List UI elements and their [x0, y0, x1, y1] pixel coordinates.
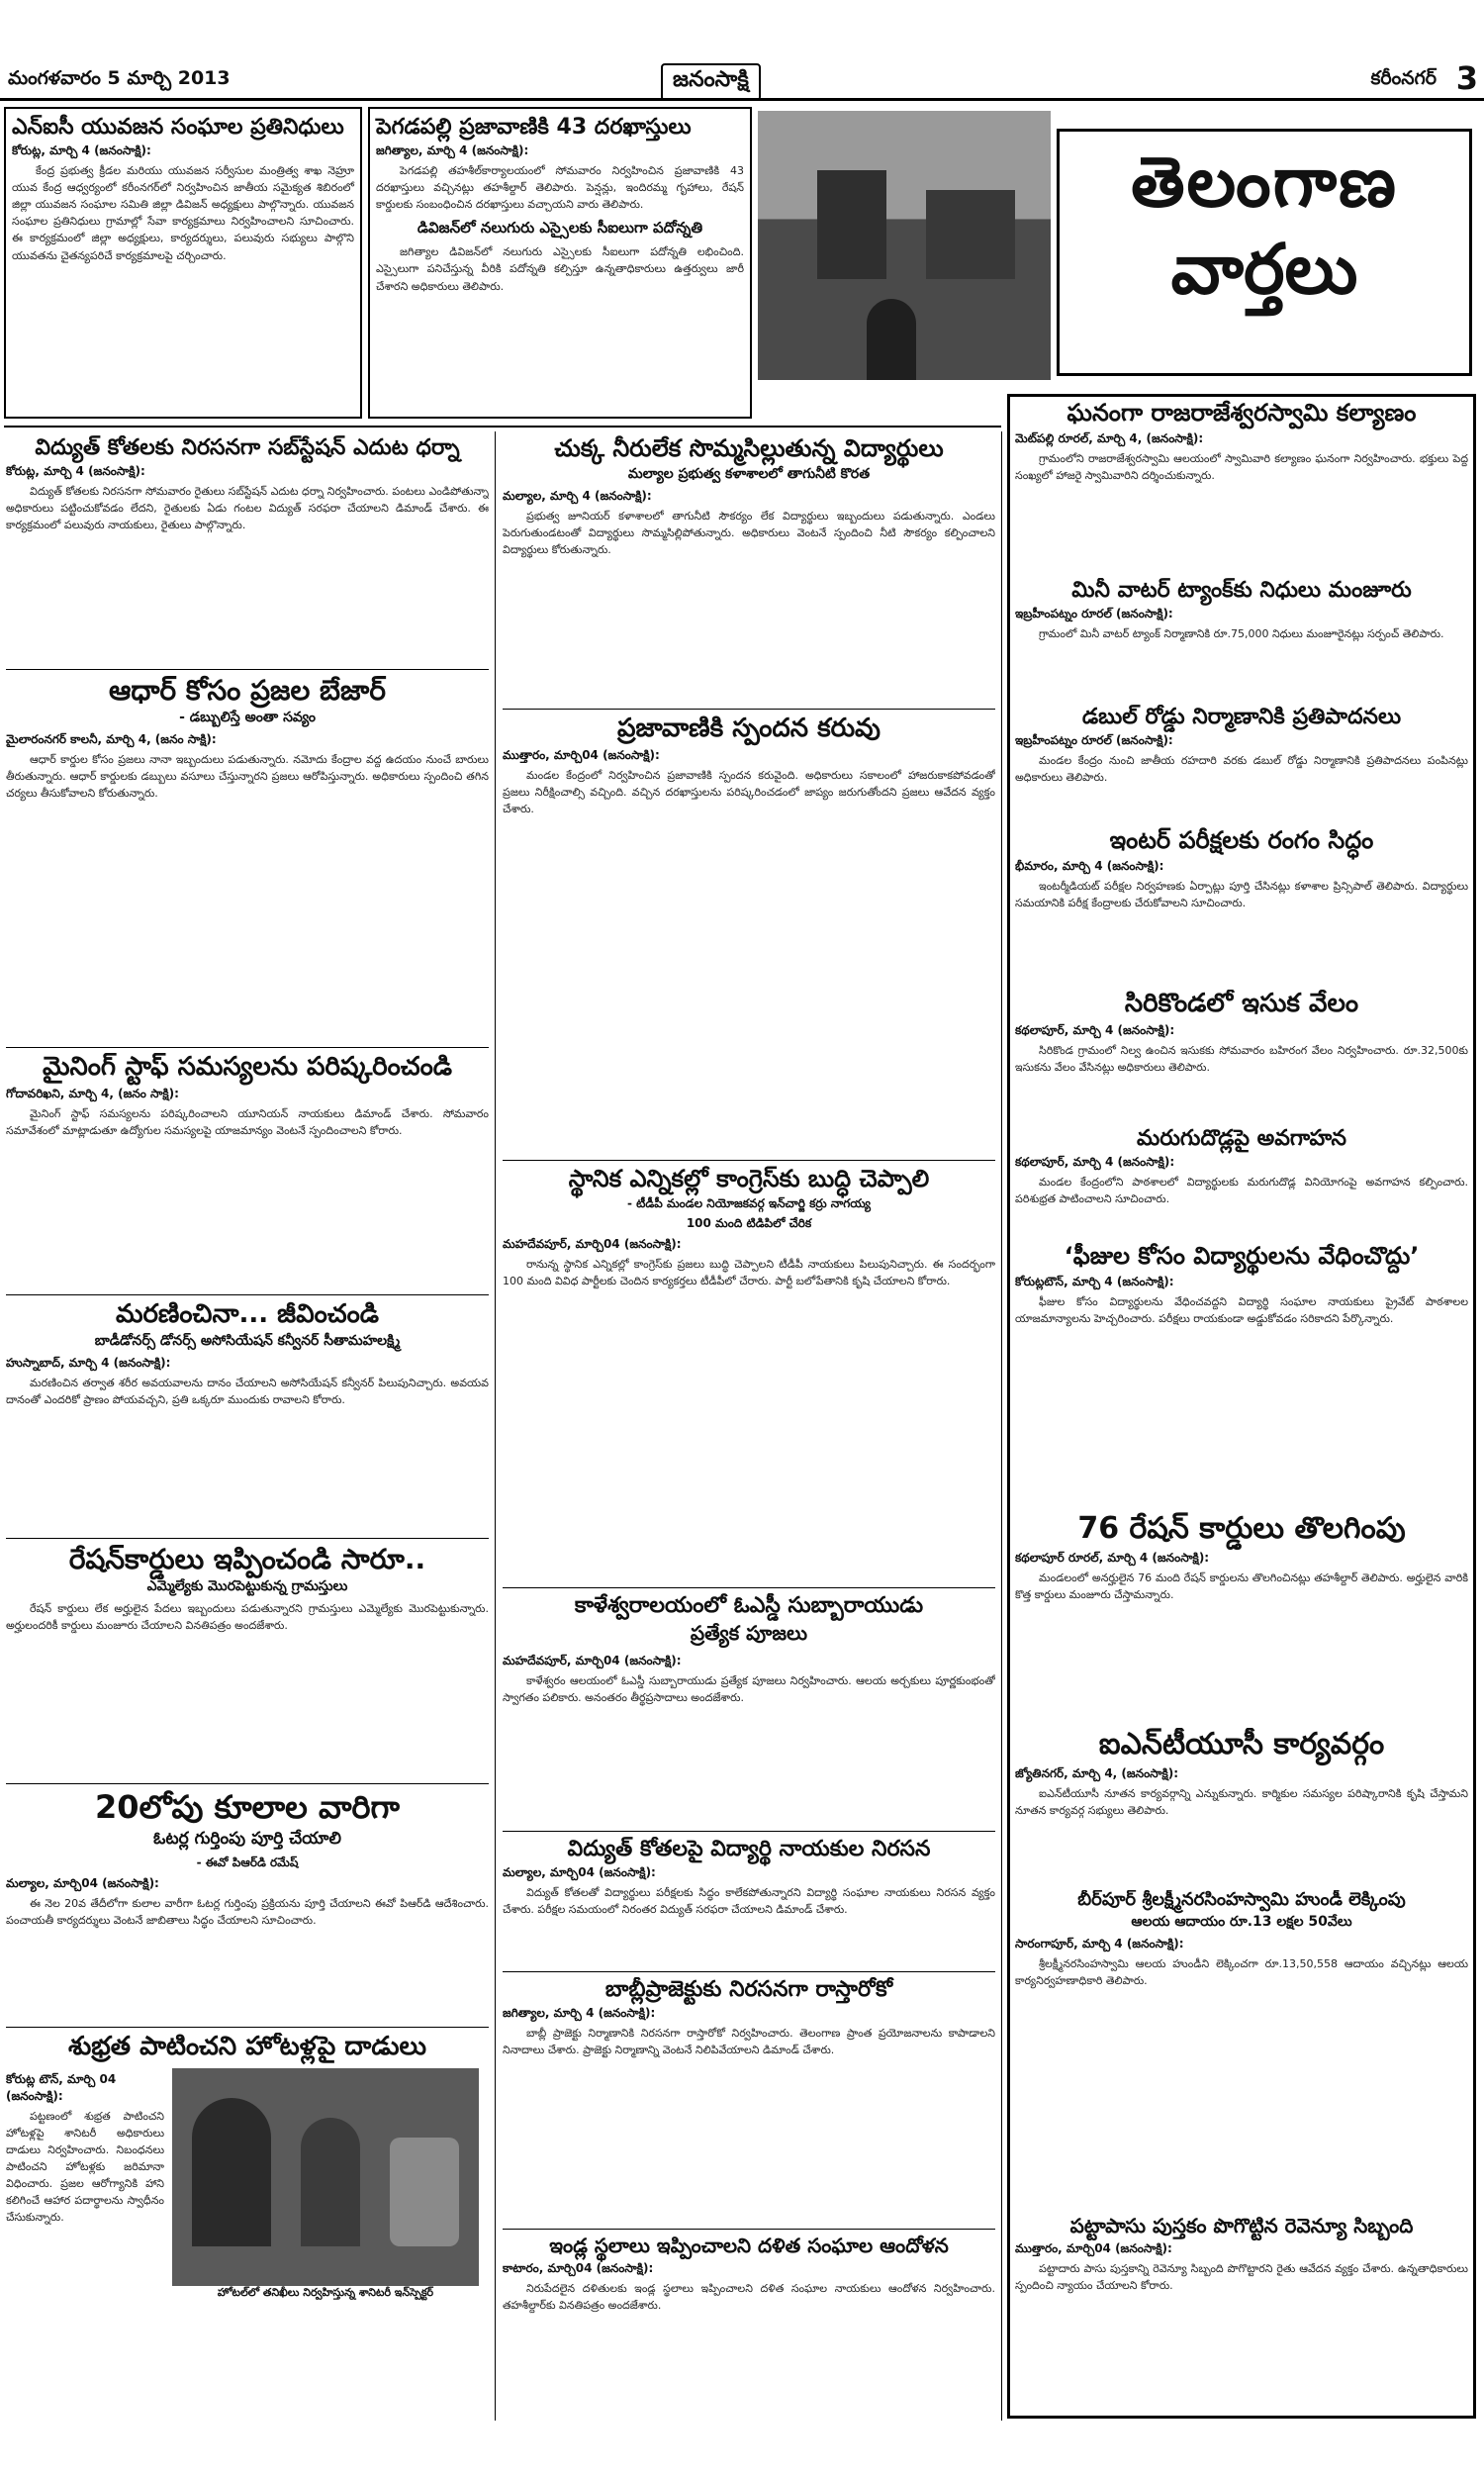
masthead — [0, 59, 1484, 101]
byline: ఇబ్రహీంపట్నం రూరల్ (జనంసాక్షి): — [1015, 607, 1173, 621]
section-banner — [1057, 129, 1472, 376]
divider — [6, 669, 489, 670]
body-text: ప్రభుత్వ జూనియర్ కళాశాలలో తాగునీటి సౌకర్యం లేక విద్యార్థులు ఇబ్బందులు పడుతున్నారు. ఎండలు పెరుగుతుండటంతో విద్యార్థులు సొమ్మసిల్లిపోతున్నారు. అధికారులు వెంటనే స్పందించి నీటి సౌకర్యం కల్పించాలని విద్యార్థులు కోరుతున్నారు. — [503, 509, 995, 556]
headline: మినీ వాటర్ ట్యాంక్‌కు నిధులు మంజూరు — [1071, 578, 1412, 603]
byline: కథలాపూర్, మార్చి 4 (జనంసాక్షి): — [1015, 1022, 1175, 1037]
divider — [6, 1538, 489, 1539]
headline: ఘనంగా రాజరాజేశ్వరస్వామి కల్యాణం — [1067, 400, 1417, 427]
byline: ఇబ్రహీంపట్నం రూరల్ (జనంసాక్షి): — [1015, 733, 1173, 748]
headline: ‘ఫీజుల కోసం విద్యార్థులను వేధించొద్దు’ — [1064, 1243, 1420, 1270]
headline: రేషన్‌కార్డులు ఇప్పించండి సారూ.. — [68, 1544, 426, 1575]
byline: కథలాపూర్, మార్చి 4 (జనంసాక్షి): — [1015, 1155, 1175, 1170]
headline: మరుగుదొడ్లపై అవగాహన — [1137, 1126, 1346, 1151]
article-prajavani-response — [503, 714, 995, 1154]
byline: గోదావరిఖని, మార్చి 4, (జనం సాక్షి): — [6, 1086, 179, 1100]
body-text: ఐఎన్‌టీయూసీ నూతన కార్యవర్గాన్ని ఎన్నుకున్నారు. కార్మికుల సమస్యల పరిష్కారానికి కృషి చేస్తామని నూతన కార్యవర్గ సభ్యులు తెలిపారు. — [1015, 1786, 1468, 1817]
issue-date: మంగళవారం 5 మార్చి 2013 — [8, 67, 231, 89]
hotel-inspection-photo — [172, 2068, 479, 2286]
column-divider — [495, 431, 496, 2421]
divider — [503, 1160, 995, 1161]
body-text: పెగడపల్లి తహశీల్‌కార్యాలయంలో సోమవారం నిర్వహించిన ప్రజావాణికి 43 దరఖాస్తులు వచ్చినట్లు తహశీల్దార్ తెలిపారు. పెన్షన్లు, ఇందిరమ్మ గృహాలు, రేషన్ కార్డులకు సంబంధించిన దరఖాస్తులు వచ్చాయని వారు తెలిపారు. — [376, 164, 744, 212]
body-text: ఇంటర్మీడియట్ పరీక్షల నిర్వహణకు ఏర్పాట్లు పూర్తి చేసినట్లు కళాశాల ప్రిన్సిపాల్ తెలిపారు. విద్యార్థులు సమయానికి పరీక్ష కేంద్రాలకు చేరుకోవాలని సూచించారు. — [1015, 879, 1468, 909]
article-babli-rastaroko — [503, 1977, 995, 2223]
byline: జగిత్యాల, మార్చి 4 (జనంసాక్షి): — [376, 143, 529, 158]
body-text: ఆధార్ కార్డుల కోసం ప్రజలు నానా ఇబ్బందులు పడుతున్నారు. నమోదు కేంద్రాల వద్ద ఉదయం నుంచే బారులు తీరుతున్నారు. ఆధార్ కార్డులకు డబ్బులు వసూలు చేస్తున్నారని ప్రజలు ఆరోపిస్తున్నారు. అధికారులు స్పందించి తగిన చర్యలు తీసుకోవాలని కోరుతున్నారు. — [6, 753, 489, 801]
headline: శుభ్రత పాటించని హోటళ్లపై దాడులు — [68, 2033, 426, 2061]
headline: ఐఎన్‌టీయూసీ కార్యవర్గం — [1098, 1728, 1385, 1761]
subheadline: - డబ్బులిస్తే అంతా సవ్యం — [179, 710, 316, 726]
article-kalyanam — [1015, 400, 1468, 574]
body-text: గ్రామంలో మినీ వాటర్ ట్యాంక్ నిర్మాణానికి రూ.75,000 నిధులు మంజూరైనట్లు సర్పంచ్ తెలిపారు. — [1039, 627, 1444, 641]
divider — [503, 1971, 995, 1972]
body-text: గ్రామంలోని రాజరాజేశ్వరస్వామి ఆలయంలో స్వామివారి కల్యాణం ఘనంగా నిర్వహించారు. భక్తులు పెద్ద సంఖ్యలో హాజరై స్వామివారిని దర్శించుకున్నారు. — [1015, 451, 1468, 482]
byline: సారంగాపూర్, మార్చి 4 (జనంసాక్షి): — [1015, 1936, 1184, 1951]
body-text: విద్యుత్ కోతలకు నిరసనగా సోమవారం రైతులు సబ్‌స్టేషన్ ఎదుట ధర్నా నిర్వహించారు. పంటలు ఎండిపోతున్నా అధికారులు పట్టించుకోవడం లేదని, రైతులకు ఏడు గంటల విద్యుత్ సరఫరా చేయాలని డిమాండ్ చేశారు. ఈ కార్యక్రమంలో పలువురు నాయకులు, రైతులు పాల్గొన్నారు. — [6, 485, 489, 532]
byline: కోరుట్ల, మార్చి 4 (జనంసాక్షి): — [12, 143, 151, 158]
byline: మహదేవపూర్, మార్చి04 (జనంసాక్షి): — [503, 1236, 682, 1251]
body-text: రేషన్ కార్డులు లేక అర్హులైన పేదలు ఇబ్బందులు పడుతున్నారని గ్రామస్తులు ఎమ్మెల్యేకు మొరపెట్టుకున్నారు. అర్హులందరికీ కార్డులు మంజూరు చేయాలని వినతిపత్రం అందజేశారు. — [6, 1602, 489, 1633]
body-text: శ్రీలక్ష్మీనరసింహస్వామి ఆలయ హుండీని లెక్కించగా రూ.13,50,558 ఆదాయం వచ్చినట్లు ఆలయ కార్యనిర్వహణాధికారి తెలిపారు. — [1015, 1956, 1468, 1987]
article-power-dharna — [6, 435, 489, 663]
divider — [6, 1783, 489, 1784]
headline: చుక్క నీరులేక సొమ్మసిల్లుతున్న విద్యార్థులు — [554, 435, 944, 462]
body-text: నిరుపేదలైన దళితులకు ఇండ్ల స్థలాలు ఇప్పించాలని దళిత సంఘాల నాయకులు ఆందోళన నిర్వహించారు. తహశీల్దార్‌కు వినతిపత్రం అందజేశారు. — [503, 2282, 995, 2313]
article-nic-youth — [4, 107, 362, 419]
photo-fort-tower — [926, 190, 1015, 279]
byline: ముత్తారం, మార్చి04 (జనంసాక్షి): — [503, 747, 660, 762]
divider — [503, 1587, 995, 1588]
headline: ప్రజావాణికి స్పందన కరువు — [616, 714, 881, 743]
article-inter-exams — [1015, 827, 1468, 986]
divider — [6, 1294, 489, 1295]
divider — [503, 709, 995, 710]
article-double-road — [1015, 705, 1468, 823]
photo-caption: హోటల్‌లో తనిఖీలు నిర్వహిస్తున్న శానిటరీ ఇన్‌స్పెక్టర్ — [172, 2286, 479, 2302]
body-text: విద్యుత్ కోతలతో విద్యార్థులు పరీక్షలకు సిద్ధం కాలేకపోతున్నారని విద్యార్థి సంఘాల నాయకులు నిరసన వ్యక్తం చేశారు. పరీక్షల సమయంలో నిరంతర విద్యుత్ సరఫరా చేయాలని డిమాండ్ చేశారు. — [503, 1886, 995, 1917]
article-aadhar — [6, 675, 489, 1041]
divider — [503, 2229, 995, 2230]
article-ration-cards-removed — [1015, 1512, 1468, 1724]
subheadline: ప్రత్యేక పూజలు — [690, 1621, 808, 1646]
byline: మల్యాల, మార్చి04 (జనంసాక్షి): — [503, 1865, 656, 1880]
subheadline-attribution: - ఈవో పిఆర్‌డి రమేష్ — [196, 1855, 299, 1869]
subheadline: ఆలయ ఆదాయం రూ.13 లక్షల 50వేలు — [1131, 1913, 1352, 1930]
subheadline: బాడీడోనర్స్ డోనర్స్ అసోసియేషన్ కన్వీనర్ సీతామహలక్ష్మి — [94, 1332, 401, 1349]
article-pattadar-passbook — [1015, 2215, 1468, 2413]
headline: డబుల్ రోడ్డు నిర్మాణానికి ప్రతిపాదనలు — [1081, 705, 1402, 729]
headline: 76 రేషన్ కార్డులు తొలగింపు — [1077, 1512, 1406, 1546]
article-drinking-water — [503, 435, 995, 703]
byline: మల్యాల, మార్చి04 (జనంసాక్షి): — [6, 1875, 159, 1890]
body-text: సిరికొండ గ్రామంలో నిల్వ ఉంచిన ఇసుకకు సోమవారం బహిరంగ వేలం నిర్వహించారు. రూ.32,500కు ఇసుకను వేలం వేసినట్లు అధికారులు తెలిపారు. — [1015, 1043, 1468, 1074]
headline: ఇంటర్ పరీక్షలకు రంగం సిద్ధం — [1109, 827, 1374, 854]
article-voter-identification — [6, 1789, 489, 2021]
headline: విద్యుత్ కోతలకు నిరసనగా సబ్‌స్టేషన్ ఎదుట ధర్నా — [35, 435, 460, 460]
subheadline: ఎమ్మెల్యేకు మొరపెట్టుకున్న గ్రామస్తులు — [146, 1578, 348, 1595]
body-text: కాళేశ్వరం ఆలయంలో ఓఎస్డీ సుబ్బారాయుడు ప్రత్యేక పూజలు నిర్వహించారు. ఆలయ అర్చకులు పూర్ణకుంభంతో స్వాగతం పలికారు. అనంతరం తీర్థప్రసాదాలు అందజేశారు. — [503, 1674, 995, 1705]
headline: విద్యుత్ కోతలపై విద్యార్థి నాయకుల నిరసన — [567, 1837, 931, 1861]
headline: కాళేశ్వరాలయంలో ఓఎస్డీ సుబ్బారాయుడు — [574, 1593, 924, 1618]
byline: మహదేవపూర్, మార్చి04 (జనంసాక్షి): — [503, 1654, 682, 1668]
article-organ-donation — [6, 1300, 489, 1532]
headline: పట్టాపాసు పుస్తకం పొగొట్టిన రెవెన్యూ సిబ్బంది — [1069, 2215, 1414, 2237]
byline: కోరుట్ల టౌన్, మార్చి 04 (జనంసాక్షి): — [6, 2071, 117, 2103]
headline: సిరికొండలో ఇసుక వేలం — [1124, 990, 1359, 1018]
fort-photo — [758, 111, 1051, 380]
article-mini-water-tank — [1015, 578, 1468, 701]
body-text: జగిత్యాల డివిజన్‌లో నలుగురు ఎస్సైలకు సీఐలుగా పదోన్నతి లభించింది. ఎస్సైలుగా పనిచేస్తున్న వీరికి పదోన్నతి కల్పిస్తూ ఉన్నతాధికారులు ఉత్తర్వులు జారీ చేశారని అధికారులు తెలిపారు. — [376, 245, 744, 293]
byline: మైలారంనగర్ కాలనీ, మార్చి 4, (జనం సాక్షి): — [6, 732, 217, 747]
body-text: పట్టణంలో శుభ్రత పాటించని హోటళ్లపై శానిటరీ అధికారులు దాడులు నిర్వహించారు. నిబంధనలు పాటించని హోటళ్లకు జరిమానా విధించారు. ప్రజల ఆరోగ్యానికి హాని కలిగించే ఆహార పదార్థాలను స్వాధీనం చేసుకున్నారు. — [6, 2109, 164, 2225]
article-local-elections — [503, 1166, 995, 1581]
byline: కోరుట్లటౌన్, మార్చి 4 (జనంసాక్షి): — [1015, 1274, 1174, 1288]
column-divider — [1001, 431, 1002, 2421]
body-text: కేంద్ర ప్రభుత్వ క్రీడల మరియు యువజన సర్వీసుల మంత్రిత్వ శాఖ నెహ్రూ యువ కేంద్ర ఆధ్వర్యంలో కరీంనగర్‌లో నిర్వహించిన జాతీయ సమైక్యత శిబిరంలో జిల్లా యువజన సంఘాల సమితి జిల్లా డివిజన్ అధ్యక్షులు పాల్గొన్నారు. యువజన సంఘాల ప్రతినిధులు గ్రామాల్లో సేవా కార్యక్రమాలు నిర్వహించాలని సూచించారు. ఈ కార్యక్రమంలో జిల్లా అధ్యక్షులు, కార్యదర్శులు, పలువురు సభ్యులు పాల్గొని యువతను చైతన్యపరిచే కార్యక్రమాలపై చర్చించారు. — [12, 164, 354, 262]
headline: మైనింగ్ స్టాఫ్ సమస్యలను పరిష్కరించండి — [42, 1053, 453, 1082]
photo-fort-tower — [817, 170, 886, 279]
article-mining-staff — [6, 1053, 489, 1288]
byline: కాటారం, మార్చి04 (జనంసాక్షి): — [503, 2261, 654, 2275]
article-toilet-awareness — [1015, 1126, 1468, 1239]
edition-place: కరీంనగర్ — [1370, 67, 1437, 89]
byline: జగిత్యాల, మార్చి 4 (జనంసాక్షి): — [503, 2006, 656, 2021]
headline: స్థానిక ఎన్నికల్లో కాంగ్రెస్‌కు బుద్ధి చెప్పాలి — [568, 1166, 930, 1192]
body-text: ఈ నెల 20వ తేదీలోగా కులాల వారీగా ఓటర్ల గుర్తింపు ప్రక్రియను పూర్తి చేయాలని ఈవో పిఆర్‌డి ఆదేశించారు. పంచాయతీ కార్యదర్శులు వెంటనే జాబితాలు సిద్ధం చేయాలని సూచించారు. — [6, 1896, 489, 1927]
headline: 20లోపు కూలాల వారిగా — [95, 1789, 400, 1826]
banner-title-line2: వార్తలు — [1170, 229, 1358, 310]
divider — [503, 1831, 995, 1832]
divider — [4, 426, 1001, 428]
body-text: రానున్న స్థానిక ఎన్నికల్లో కాంగ్రెస్‌కు ప్రజలు బుద్ధి చెప్పాలని టీడీపీ నాయకులు పిలుపునిచ్చారు. ఈ సందర్భంగా 100 మంది వివిధ పార్టీలకు చెందిన కార్యకర్తలు టీడీపీలో చేరారు. పార్టీ బలోపేతానికి కృషి చేయాలని కోరారు. — [503, 1257, 995, 1287]
article-intuc-committee — [1015, 1728, 1468, 1886]
divider — [6, 1047, 489, 1048]
body-text: మైనింగ్ స్టాఫ్ సమస్యలను పరిష్కరించాలని యూనియన్ నాయకులు డిమాండ్ చేశారు. సోమవారం సమావేశంలో మాట్లాడుతూ ఉద్యోగుల సమస్యలపై యాజమాన్యం వెంటనే స్పందించాలని కోరారు. — [6, 1106, 489, 1137]
article-hotel-raids — [6, 2033, 489, 2419]
divider — [6, 2027, 489, 2028]
article-dalit-housing — [503, 2235, 995, 2419]
headline: మరణించినా... జీవించండి — [115, 1300, 380, 1329]
headline: బీర్‌పూర్ శ్రీలక్ష్మీనరసింహస్వామి హుండీ లెక్కింపు — [1077, 1890, 1406, 1910]
headline: ఆధార్ కోసం ప్రజల బేజార్ — [109, 675, 386, 707]
article-pegadapalli — [368, 107, 752, 419]
page-number: 3 — [1455, 59, 1478, 97]
body-text: బాబ్లీ ప్రాజెక్టు నిర్మాణానికి నిరసనగా రాస్తారోకో నిర్వహించారు. తెలంగాణ ప్రాంత ప్రయోజనాలను కాపాడాలని నినాదాలు చేశారు. ప్రాజెక్టు నిర్మాణాన్ని వెంటనే నిలిపివేయాలని డిమాండ్ చేశారు. — [503, 2027, 995, 2057]
article-sand-auction — [1015, 990, 1468, 1122]
article-student-protest — [503, 1837, 995, 1965]
subheadline: డివిజన్‌లో నలుగురు ఎస్సైలకు సీఐలుగా పదోన్నతి — [417, 219, 703, 238]
byline: మల్యాల, మార్చి 4 (జనంసాక్షి): — [503, 488, 652, 503]
byline: కథలాపూర్ రూరల్, మార్చి 4 (జనంసాక్షి): — [1015, 1550, 1210, 1565]
subheadline: - టీడీపీ మండల నియోజకవర్గ ఇన్‌చార్జి కర్రు నాగయ్య — [626, 1195, 872, 1210]
byline: జ్యోతినగర్, మార్చి 4, (జనంసాక్షి): — [1015, 1765, 1179, 1780]
subheadline: మల్యాల ప్రభుత్వ కళాశాలలో తాగునీటి కొరత — [627, 465, 871, 482]
body-text: మండల కేంద్రంలో నిర్వహించిన ప్రజావాణికి స్పందన కరువైంది. అధికారులు సకాలంలో హాజరుకాకపోవడంతో ప్రజలు నిరీక్షించాల్సి వచ్చింది. వచ్చిన దరఖాస్తులను పరిష్కరించడంలో జాప్యం జరుగుతోందని ప్రజలు ఆవేదన వ్యక్తం చేశారు. — [503, 768, 995, 815]
article-kaleshwaram-pooja — [503, 1593, 995, 1825]
headline: పెగడపల్లి ప్రజావాణికి 43 దరఖాస్తులు — [376, 115, 692, 140]
article-hundi-counting — [1015, 1890, 1468, 2211]
byline: ముత్తారం, మార్చి04 (జనంసాక్షి): — [1015, 2241, 1172, 2255]
body-text: మండల కేంద్రం నుంచి జాతీయ రహదారి వరకు డబుల్ రోడ్డు నిర్మాణానికి ప్రతిపాదనలు పంపినట్లు అధికారులు తెలిపారు. — [1015, 754, 1468, 785]
body-text: పట్టాదారు పాసు పుస్తకాన్ని రెవెన్యూ సిబ్బంది పొగొట్టారని రైతు ఆవేదన వ్యక్తం చేశారు. ఉన్నతాధికారులు స్పందించి న్యాయం చేయాలని కోరారు. — [1015, 2262, 1468, 2293]
headline: బాబ్లీప్రాజెక్టుకు నిరసనగా రాస్తారోకో — [604, 1977, 893, 2002]
article-ration-cards-plea — [6, 1544, 489, 1777]
photo-fort-arch — [867, 299, 916, 380]
byline: మెట్‌పల్లి రూరల్, మార్చి 4, (జనంసాక్షి): — [1015, 430, 1204, 445]
headline: ఇండ్ల స్థలాలు ఇప్పించాలని దళిత సంఘాల ఆందోళన — [549, 2235, 949, 2257]
byline: భీమారం, మార్చి 4 (జనంసాక్షి): — [1015, 858, 1164, 873]
newspaper-logo: జనంసాక్షి — [661, 63, 761, 101]
subheadline-joining: 100 మంది టిడిపిలో చేరిక — [686, 1215, 812, 1230]
subheadline: ఓటర్ల గుర్తింపు పూర్తి చేయాలి — [153, 1828, 341, 1849]
body-text: ఫీజుల కోసం విద్యార్థులను వేధించవద్దని విద్యార్థి సంఘాల నాయకులు ప్రైవేట్ పాఠశాలల యాజమాన్యాలను హెచ్చరించారు. పరీక్షలు రాయకుండా అడ్డుకోవడం సరికాదని పేర్కొన్నారు. — [1015, 1294, 1468, 1325]
headline: ఎన్‌ఐసీ యువజన సంఘాల ప్రతినిధులు — [12, 115, 344, 140]
body-text: మరణించిన తర్వాత శరీర అవయవాలను దానం చేయాలని అసోసియేషన్ కన్వీనర్ పిలుపునిచ్చారు. అవయవ దానంతో ఎందరికో ప్రాణం పోయవచ్చని, ప్రతి ఒక్కరూ ముందుకు రావాలని కోరారు. — [6, 1376, 489, 1406]
article-fees-harassment — [1015, 1243, 1468, 1508]
banner-title-line1: తెలంగాణ — [1131, 142, 1398, 223]
byline: హుస్నాబాద్, మార్చి 4 (జనంసాక్షి): — [6, 1355, 171, 1370]
body-text: మండల కేంద్రంలోని పాఠశాలలో విద్యార్థులకు మరుగుదొడ్ల వినియోగంపై అవగాహన కల్పించారు. పరిశుభ్రత పాటించాలని సూచించారు. — [1015, 1176, 1468, 1206]
body-text: మండలంలో అనర్హులైన 76 మంది రేషన్ కార్డులను తొలగించినట్లు తహశీల్దార్ తెలిపారు. అర్హులైన వారికి కొత్త కార్డులు మంజూరు చేస్తామన్నారు. — [1015, 1570, 1468, 1601]
byline: కోరుట్ల, మార్చి 4 (జనంసాక్షి): — [6, 464, 145, 479]
